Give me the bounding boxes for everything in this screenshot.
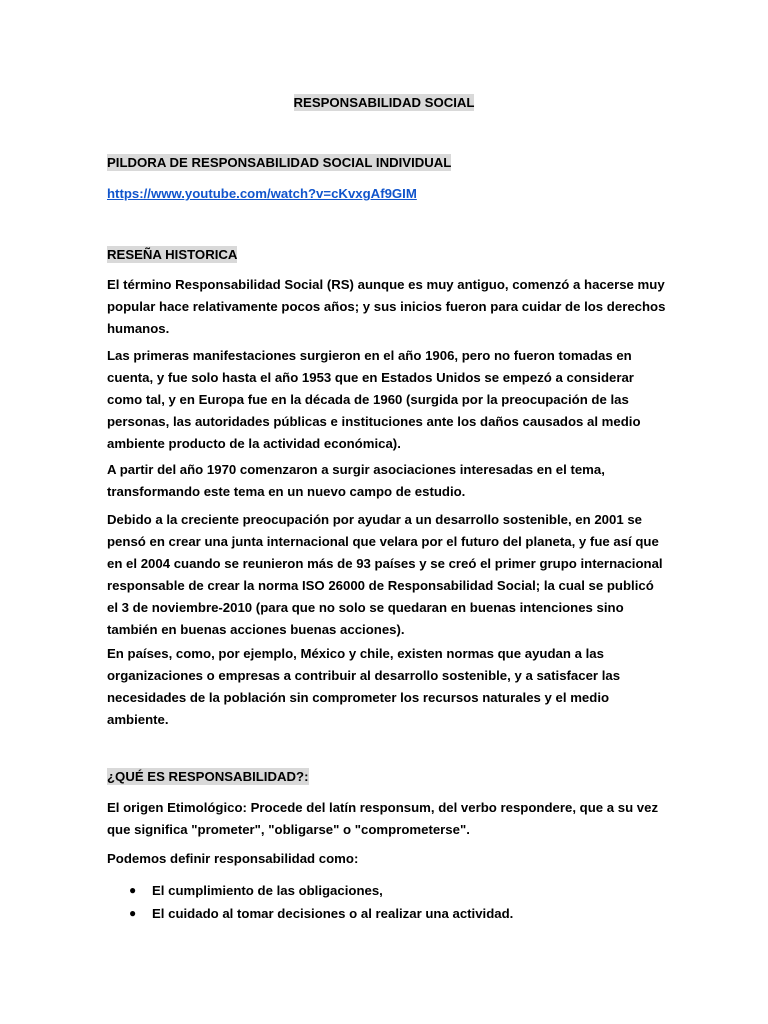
section2-heading-row — [107, 244, 667, 266]
document-title: RESPONSABILIDAD SOCIAL — [293, 95, 475, 110]
paragraph-mexico-chile: En países, como, por ejemplo, México y chile, existen normas que ayudan a las organizaciones o empresas a contribuir al desarrollo sostenible, y a satisfacer las necesidades de la población sin comprometer los recursos naturales y el medio ambiente. — [107, 646, 621, 727]
resena-historica-heading: RESEÑA HISTORICA — [107, 247, 238, 262]
bullet-text: El cumplimiento de las obligaciones, — [152, 883, 383, 898]
youtube-link-row — [107, 183, 667, 205]
list-item — [107, 902, 667, 925]
paragraph-first-manifestations: Las primeras manifestaciones surgieron en el año 1906, pero no fueron tomadas en cuenta, y fue solo hasta el año 1953 que en Estados Unidos se empezó a considerar como tal, y en Europa fue en la década de 1960 (surgida por la preocupación de las personas, las autoridades públicas e instituciones ante los daños causados al medio ambiente producto de la actividad económica). — [107, 348, 641, 451]
bullet-dot-icon: ● — [129, 906, 137, 920]
paragraph-rs-origin: El término Responsabilidad Social (RS) aunque es muy antiguo, comenzó a hacerse muy popular hace relativamente pocos años; y sus inicios fueron para cuidar de los derechos humanos. — [107, 277, 666, 336]
section1-heading-row — [107, 152, 667, 174]
bullet-dot-icon: ● — [129, 883, 137, 897]
bullet-text: El cuidado al tomar decisiones o al realizar una actividad. — [152, 906, 514, 921]
title-row — [0, 92, 768, 114]
paragraph-iso-26000: Debido a la creciente preocupación por ayudar a un desarrollo sostenible, en 2001 se pensó en crear una junta internacional que velara por el futuro del planeta, y fue así que en el 2004 cuando se reunieron más de 93 países y se creó el primer grupo internacional responsable de crear la norma ISO 26000 de Responsabilidad Social; la cual se publicó el 3 de noviembre-2010 (para que no solo se quedaran en buenas intenciones sino también en buenas acciones buenas acciones). — [107, 512, 663, 637]
definition-bullet-list — [107, 879, 667, 925]
paragraph-definition-intro: Podemos definir responsabilidad como: — [107, 851, 359, 866]
youtube-link[interactable]: https://www.youtube.com/watch?v=cKvxgAf9GIM — [107, 186, 417, 201]
pildora-heading: PILDORA DE RESPONSABILIDAD SOCIAL INDIVIDUAL — [107, 155, 452, 170]
list-item — [107, 879, 667, 902]
paragraph-1970: A partir del año 1970 comenzaron a surgir asociaciones interesadas en el tema, transformando este tema en un nuevo campo de estudio. — [107, 462, 605, 499]
section3-heading-row — [107, 766, 667, 788]
que-es-responsabilidad-heading: ¿QUÉ ES RESPONSABILIDAD?: — [107, 769, 309, 784]
paragraph-etymology: El origen Etimológico: Procede del latín responsum, del verbo respondere, que a su vez que significa "prometer", "obligarse" o "comprometerse". — [107, 800, 659, 837]
